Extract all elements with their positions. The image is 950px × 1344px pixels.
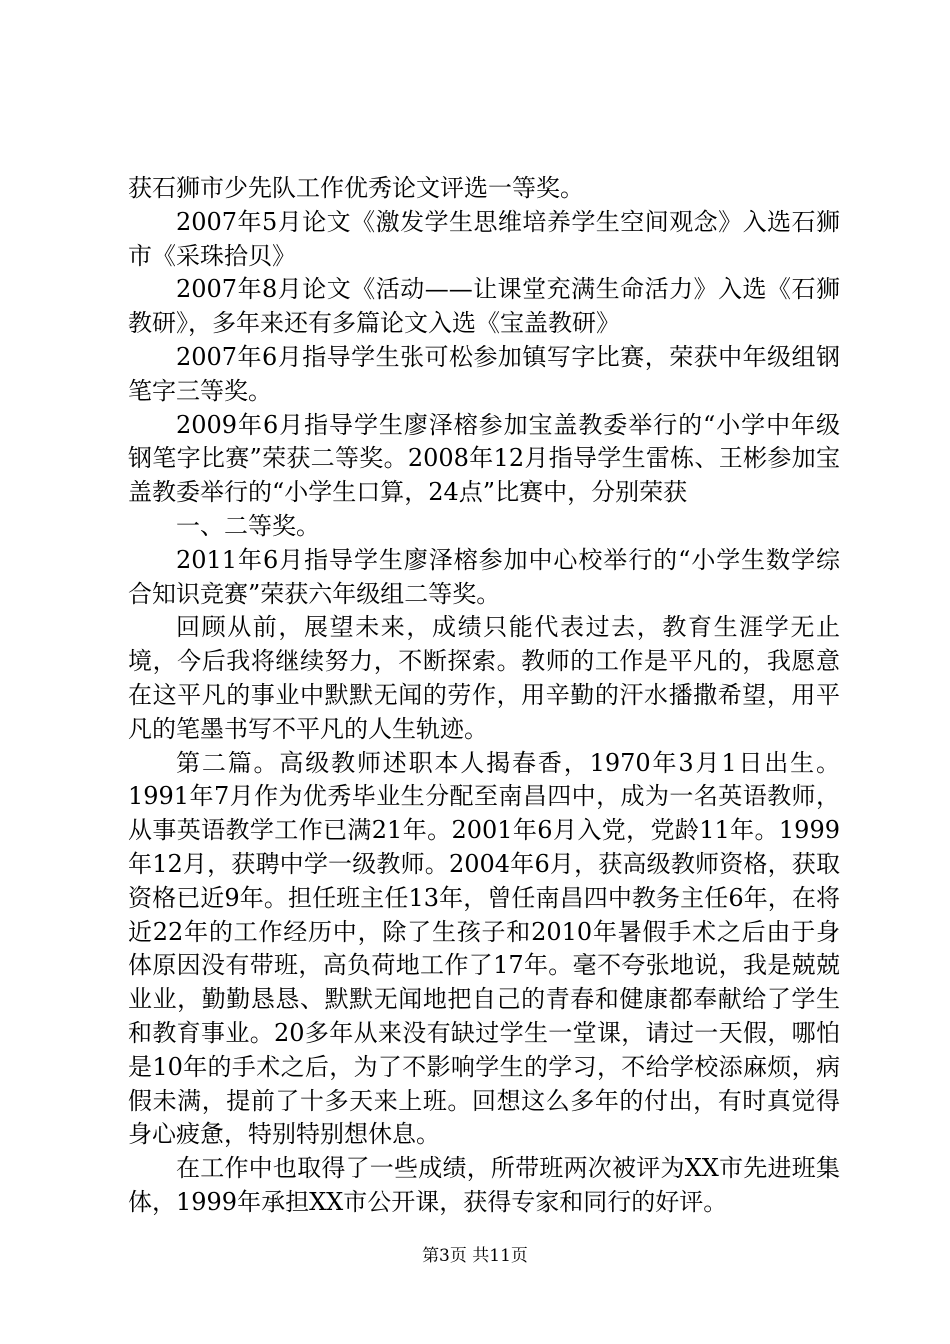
paragraph-1: 获石狮市少先队工作优秀论文评选一等奖。 — [128, 174, 584, 202]
page-footer — [0, 1245, 950, 1267]
paragraph-6: 一、二等奖。 — [176, 511, 320, 540]
paragraph-2: 2007年5月论文《激发学生思维培养学生空间观念》入选石狮市《采珠拾贝》 — [128, 207, 840, 270]
paragraph-3: 2007年8月论文《活动——让课堂充满生命活力》入选《石狮教研》，多年来还有多篇论文入选《宝盖教研》 — [128, 275, 840, 338]
paragraph-7: 2011年6月指导学生廖泽榕参加中心校举行的“小学生数学综合知识竞赛”荣获六年级组二等奖。 — [128, 545, 840, 608]
paragraph-8: 回顾从前，展望未来，成绩只能代表过去，教育生涯学无止境，今后我将继续努力，不断探索。教师的工作是平凡的，我愿意在这平凡的事业中默默无闻的劳作，用辛勤的汗水播撒希望，用平凡的笔墨书写不平凡的人生轨迹。 — [128, 613, 840, 743]
paragraph-4: 2007年6月指导学生张可松参加镇写字比赛，荣获中年级组钢笔字三等奖。 — [128, 342, 840, 405]
page-number: 第3页 共11页 — [422, 1246, 528, 1266]
document-body — [128, 172, 840, 1220]
paragraph-5: 2009年6月指导学生廖泽榕参加宝盖教委举行的“小学中年级钢笔字比赛”荣获二等奖。2008年12月指导学生雷栋、王彬参加宝盖教委举行的“小学生口算，24点”比赛中，分别荣获 — [128, 410, 840, 507]
paragraph-9: 第二篇。高级教师述职本人揭春香，1970年3月1日出生。1991年7月作为优秀毕业生分配至南昌四中，成为一名英语教师，从事英语教学工作已满21年。2001年6月入党，党龄11年。1999年12月，获聘中学一级教师。2004年6月，获高级教师资格，获取资格已近9年。担任班主任13年，曾任南昌四中教务主任6年，在将近22年的工作经历中，除了生孩子和2010年暑假手术之后由于身体原因没有带班，高负荷地工作了17年。毫不夸张地说，我是兢兢业业，勤勤恳恳、默默无闻地把自己的青春和健康都奉献给了学生和教育事业。20多年从来没有缺过学生一堂课，请过一天假，哪怕是10年的手术之后，为了不影响学生的学习，不给学校添麻烦，病假未满，提前了十多天来上班。回想这么多年的付出，有时真觉得身心疲惫，特别特别想休息。 — [128, 748, 840, 1149]
paragraph-10: 在工作中也取得了一些成绩，所带班两次被评为XX市先进班集体，1999年承担XX市公开课，获得专家和同行的好评。 — [128, 1154, 840, 1216]
